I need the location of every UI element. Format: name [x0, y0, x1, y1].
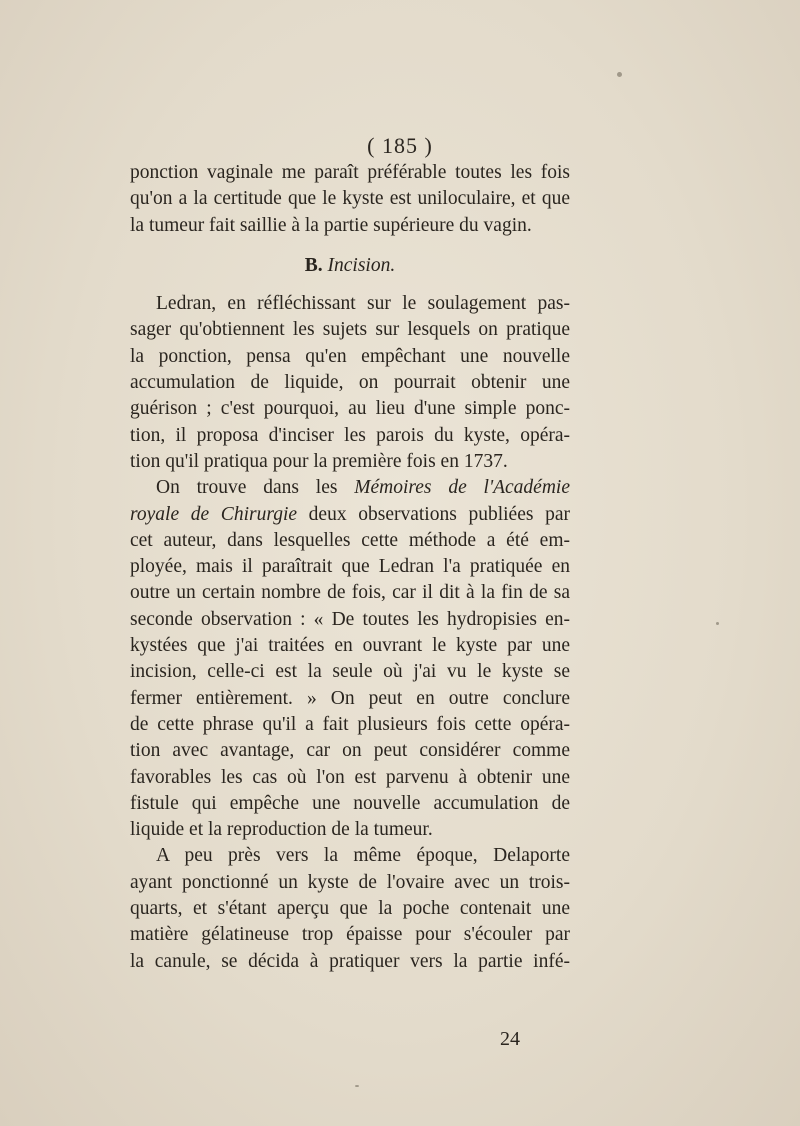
text-line: matière gélatineuse trop épaisse pour s'écouler par [130, 924, 570, 946]
paper-speck [617, 72, 622, 77]
text-line: tion avec avantage, car on peut considérer comme [130, 740, 570, 762]
text-line: seconde observation : « De toutes les hydropisies en- [130, 608, 570, 630]
text-line: tion qu'il pratiqua pour la première fois en 1737. [130, 450, 508, 472]
text-line: cet auteur, dans lesquelles cette méthode a été em- [130, 529, 570, 551]
text-line: kystées que j'ai traitées en ouvrant le kyste par une [130, 635, 570, 657]
text-line: la canule, se décida à pratiquer vers la partie infé- [130, 950, 570, 972]
text-line: qu'on a la certitude que le kyste est uniloculaire, et que [130, 188, 570, 210]
paragraph-1 [130, 160, 570, 239]
text-run: On trouve dans les [156, 477, 355, 499]
section-heading [130, 253, 570, 279]
section-label: B. [304, 254, 323, 276]
text-line: outre un certain nombre de fois, car il dit à la fin de sa [130, 582, 570, 604]
text-line: favorables les cas où l'on est parvenu à obtenir une [130, 766, 570, 788]
text-line: ponction vaginale me paraît préférable toutes les fois [130, 162, 570, 183]
text-line: tion, il proposa d'inciser les parois du kyste, opéra- [130, 424, 570, 446]
paper-speck [716, 622, 719, 625]
text-line: A peu près vers la même époque, Delaporte [156, 845, 570, 867]
text-run: deux observations publiées par [297, 503, 570, 525]
text-line: quarts, et s'étant aperçu que la poche contenait une [130, 898, 570, 920]
text-line: fistule qui empêche une nouvelle accumulation de [130, 792, 570, 814]
text-line: Ledran, en réfléchissant sur le soulagement pas- [156, 293, 570, 315]
italic-title: Mémoires de l'Académie [354, 477, 570, 499]
italic-title: royale de Chirurgie [130, 503, 298, 525]
text-line [130, 475, 570, 501]
text-line: incision, celle-ci est la seule où j'ai vu le kyste se [130, 661, 570, 683]
body-text [130, 160, 570, 975]
section-title: Incision. [327, 254, 396, 276]
text-line: la ponction, pensa qu'en empêchant une nouvelle [130, 345, 570, 367]
text-line: fermer entièrement. » On peut en outre conclure [130, 687, 570, 709]
text-line: accumulation de liquide, on pourrait obtenir une [130, 372, 570, 394]
text-line [130, 502, 570, 528]
paper-speck [355, 1085, 359, 1087]
text-line: ayant ponctionné un kyste de l'ovaire avec un trois- [130, 871, 570, 893]
text-line: guérison ; c'est pourquoi, au lieu d'une simple ponc- [130, 398, 570, 420]
paragraph-3 [130, 475, 570, 843]
text-line: de cette phrase qu'il a fait plusieurs fois cette opéra- [130, 713, 570, 735]
paragraph-4 [130, 843, 570, 974]
text-line: sager qu'obtiennent les sujets sur lesquels on pratique [130, 319, 570, 341]
text-line: liquide et la reproduction de la tumeur. [130, 819, 433, 841]
signature-mark: 24 [500, 1028, 520, 1050]
paragraph-2 [130, 291, 570, 475]
text-line: la tumeur fait saillie à la partie supérieure du vagin. [130, 214, 532, 236]
text-line: ployée, mais il paraîtrait que Ledran l'a pratiquée en [130, 556, 570, 578]
page-number: ( 185 ) [367, 133, 433, 158]
